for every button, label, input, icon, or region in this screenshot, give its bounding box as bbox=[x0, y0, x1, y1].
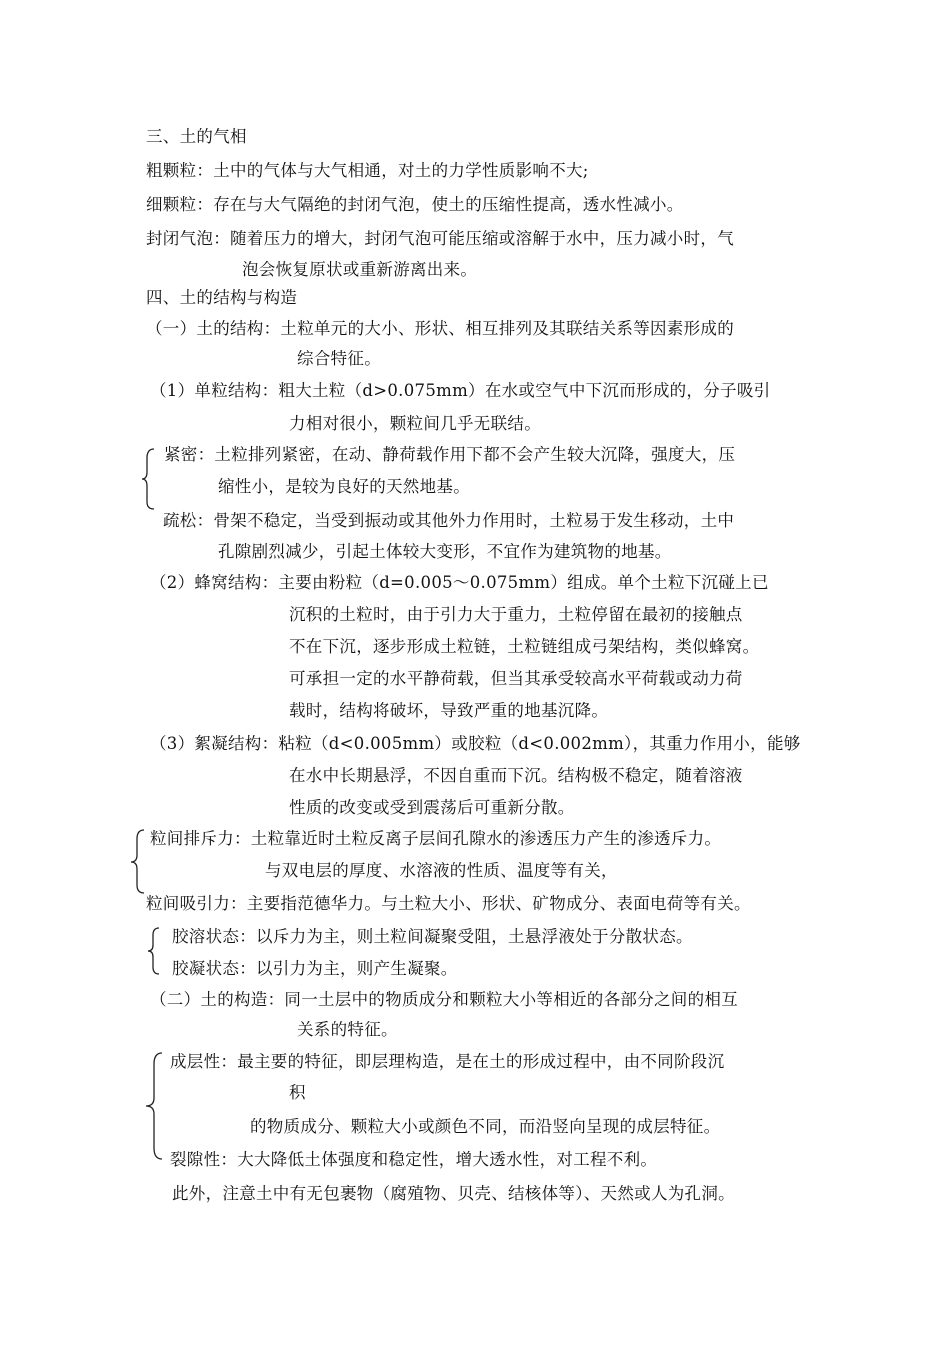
attraction-line: 粒间吸引力：主要指范德华力。与土粒大小、形状、矿物成分、表面电荷等有关。 bbox=[146, 894, 751, 913]
flocculent-line-2: 在水中长期悬浮，不因自重而下沉。结构极不稳定，随着溶液 bbox=[289, 766, 743, 785]
single-grain-line-1: （1）单粒结构：粗大土粒（d>0.075mm）在水或空气中下沉而形成的，分子吸引 bbox=[150, 381, 771, 400]
repulsion-line-1: 粒间排斥力：土粒靠近时土粒反离子层间孔隙水的渗透压力产生的渗透斥力。 bbox=[150, 829, 722, 848]
repulsion-line-2: 与双电层的厚度、水溶液的性质、温度等有关， bbox=[265, 861, 618, 880]
flocculent-line-3: 性质的改变或受到震荡后可重新分散。 bbox=[289, 798, 575, 817]
closed-bubble-line-2: 泡会恢复原状或重新游离出来。 bbox=[242, 260, 478, 279]
honeycomb-line-5: 载时，结构将破坏，导致严重的地基沉降。 bbox=[289, 701, 609, 720]
repel-attract-brace bbox=[128, 827, 148, 897]
fissure-text: 裂隙性：大大降低土体强度和稳定性，增大透水性，对工程不利。 bbox=[170, 1150, 658, 1169]
heading-structure: 四、土的结构与构造 bbox=[146, 288, 298, 307]
honeycomb-line-4: 可承担一定的水平静荷载，但当其承受较高水平荷载或动力荷 bbox=[289, 669, 743, 688]
single-grain-line-2: 力相对很小，颗粒间几乎无联结。 bbox=[289, 414, 541, 433]
honeycomb-line-2: 沉积的土粒时，由于引力大于重力，土粒停留在最初的接触点 bbox=[289, 605, 743, 624]
fine-particle-text: 细颗粒：存在与大气隔绝的封闭气泡，使土的压缩性提高，透水性减小。 bbox=[146, 195, 684, 214]
honeycomb-line-3: 不在下沉，逐步形成土粒链，土粒链组成弓架结构，类似蜂窝。 bbox=[289, 637, 760, 656]
coarse-particle-text: 粗颗粒：土中的气体与大气相通，对土的力学性质影响不大; bbox=[146, 161, 589, 180]
other-remark-text: 此外，注意土中有无包裹物（腐殖物、贝壳、结核体等）、天然或人为孔洞。 bbox=[172, 1184, 735, 1203]
gel-state-text: 胶凝状态：以引力为主，则产生凝聚。 bbox=[172, 959, 458, 978]
layer-fissure-brace bbox=[143, 1050, 165, 1162]
layering-line-1: 成层性：最主要的特征，即层理构造，是在土的形成过程中，由不同阶段沉 bbox=[170, 1052, 725, 1071]
layering-line-2: 积 bbox=[289, 1083, 306, 1102]
loose-line-2: 孔隙剧烈减少，引起土体较大变形，不宜作为建筑物的地基。 bbox=[218, 542, 672, 561]
heading-gas-phase: 三、土的气相 bbox=[146, 127, 247, 146]
soil-structure-line-2: 综合特征。 bbox=[297, 349, 381, 368]
loose-line-1: 疏松：骨架不稳定，当受到振动或其他外力作用时，土粒易于发生移动，土中 bbox=[163, 511, 735, 530]
flocculent-line-1: （3）絮凝结构：粘粒（d<0.005mm）或胶粒（d<0.002mm），其重力作用小，能够 bbox=[150, 734, 801, 753]
dense-line-1: 紧密：土粒排列紧密，在动、静荷载作用下都不会产生较大沉降，强度大，压 bbox=[164, 445, 736, 464]
dense-loose-brace bbox=[140, 446, 160, 512]
soil-construction-line-2: 关系的特征。 bbox=[297, 1020, 398, 1039]
honeycomb-line-1: （2）蜂窝结构：主要由粉粒（d=0.005～0.075mm）组成。单个土粒下沉碰上已 bbox=[150, 573, 769, 592]
layering-line-3: 的物质成分、颗粒大小或颜色不同，而沿竖向呈现的成层特征。 bbox=[250, 1117, 721, 1136]
closed-bubble-line-1: 封闭气泡：随着压力的增大，封闭气泡可能压缩或溶解于水中，压力减小时，气 bbox=[146, 229, 734, 248]
soil-construction-line-1: （二）土的构造：同一土层中的物质成分和颗粒大小等相近的各部分之间的相互 bbox=[150, 990, 738, 1009]
dense-line-2: 缩性小，是较为良好的天然地基。 bbox=[218, 477, 470, 496]
sol-gel-brace bbox=[146, 925, 164, 977]
sol-state-text: 胶溶状态：以斥力为主，则土粒间凝聚受阻，土悬浮液处于分散状态。 bbox=[172, 927, 693, 946]
soil-structure-line-1: （一）土的结构：土粒单元的大小、形状、相互排列及其联结关系等因素形成的 bbox=[146, 319, 734, 338]
